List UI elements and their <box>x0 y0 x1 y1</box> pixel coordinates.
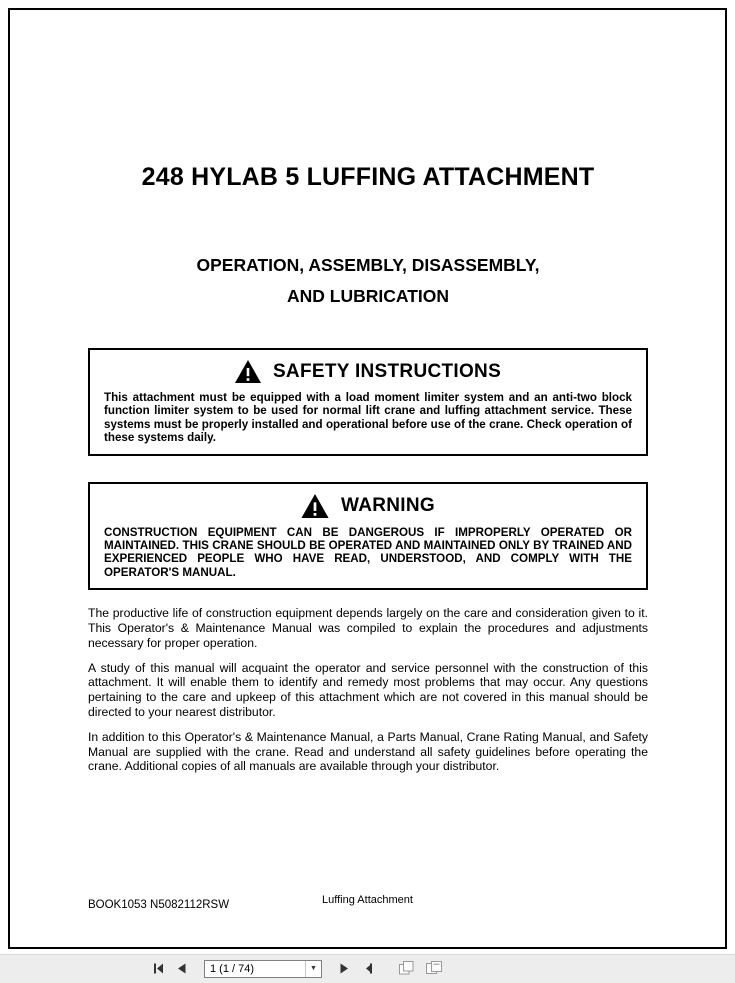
warning-box-body: CONSTRUCTION EQUIPMENT CAN BE DANGEROUS IF IMPROPERLY OPERATED OR MAINTAINED. THIS CRANE SHOULD BE OPERATED AND MAINTAINED ONLY BY TRAINED AND EXPERIENCED PEOPLE WHO HAVE READ, UNDERSTOOD, AND COMPLY WITH THE OPERATOR'S MANUAL. <box>104 525 632 579</box>
warning-box-heading: WARNING <box>341 494 435 516</box>
chevron-down-icon: ▼ <box>305 961 321 977</box>
last-page-icon <box>362 962 373 977</box>
footer-section-title: Luffing Attachment <box>322 894 413 906</box>
page-select[interactable] <box>204 960 322 978</box>
warning-box <box>88 482 648 591</box>
body-paragraphs <box>88 606 648 774</box>
page-content <box>10 10 725 774</box>
safety-box-heading-row <box>102 360 634 383</box>
copy-page-button[interactable] <box>396 959 417 980</box>
paragraph-2: A study of this manual will acquaint the operator and service personnel with the construction of this attachment. It will enable them to identify and remedy most problems that may occur. Any questions pertaining to the care and upkeep of this attachment which are not covered in this manual should be directed to your nearest distributor. <box>88 660 648 720</box>
next-page-icon <box>339 962 350 977</box>
last-page-button[interactable] <box>359 960 376 979</box>
page-subtitle <box>88 250 648 312</box>
safety-box-body: This attachment must be equipped with a load moment limiter system and an anti-two block function limiter system to be used for normal lift crane and luffing attachment service. These systems must be properly installed and operational before use of the crane. Check operation of these systems daily. <box>104 391 632 445</box>
viewer-toolbar <box>0 954 735 983</box>
safety-instructions-box <box>88 348 648 456</box>
page-title: 248 HYLAB 5 LUFFING ATTACHMENT <box>141 163 595 191</box>
footer-book-number: BOOK1053 N5082112RSW <box>88 899 230 911</box>
page-navigation-controls <box>150 959 445 980</box>
paragraph-3: In addition to this Operator's & Maintenance Manual, a Parts Manual, Crane Rating Manual, and Safety Manual are supplied with the crane. Read and understand all safety guidelines before operating the crane. Additional copies of all manuals are available through your distributor. <box>88 729 648 774</box>
copy-page-icon <box>399 961 414 978</box>
warning-box-heading-row <box>102 494 634 518</box>
page-layout-icon <box>426 961 442 978</box>
previous-page-icon <box>176 962 187 977</box>
first-page-button[interactable] <box>150 960 167 979</box>
safety-box-heading: SAFETY INSTRUCTIONS <box>272 360 502 382</box>
warning-triangle-icon <box>235 360 261 383</box>
document-page <box>8 8 727 949</box>
page-select-value: 1 (1 / 74) <box>210 963 255 975</box>
paragraph-1: The productive life of construction equipment depends largely on the care and consideration given to it. This Operator's & Maintenance Manual was compiled to explain the procedures and adjustments necessary for proper operation. <box>88 606 648 650</box>
page-layout-button[interactable] <box>423 959 445 980</box>
next-page-button[interactable] <box>336 960 353 979</box>
subtitle-line-2: AND LUBRICATION <box>286 286 450 306</box>
first-page-icon <box>153 962 164 977</box>
warning-triangle-icon <box>301 494 329 518</box>
subtitle-line-1: OPERATION, ASSEMBLY, DISASSEMBLY, <box>196 255 540 275</box>
previous-page-button[interactable] <box>173 960 190 979</box>
